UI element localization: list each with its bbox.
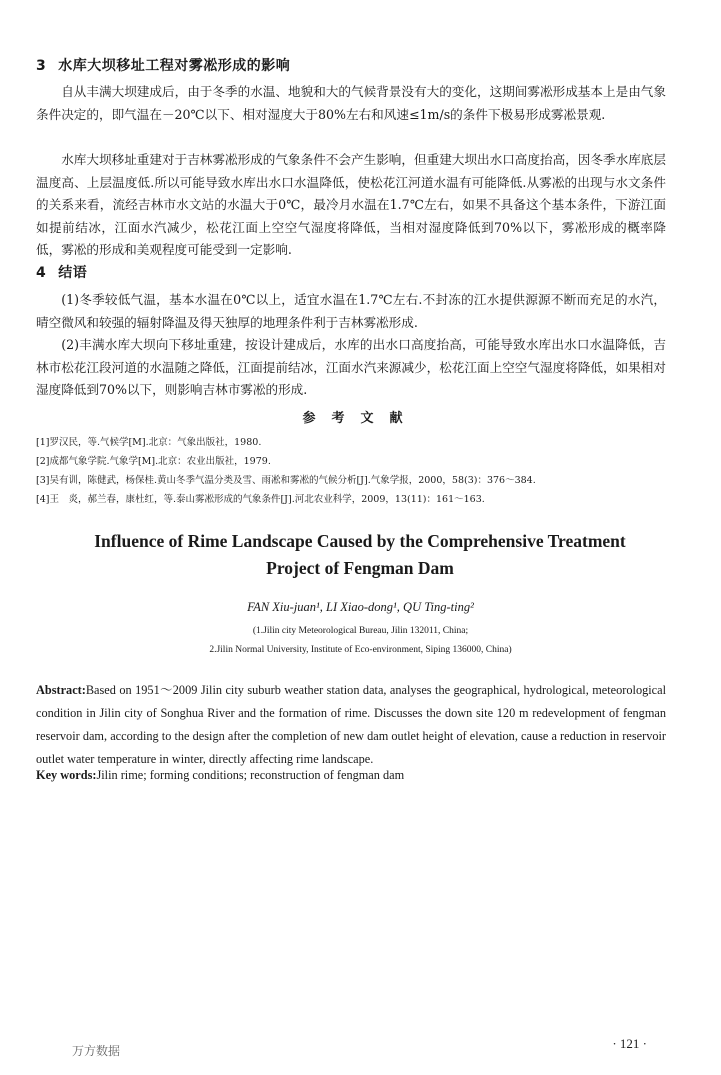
section-3-title: 水库大坝移址工程对雾凇形成的影响 <box>58 58 291 74</box>
keywords <box>36 764 666 787</box>
authors: FAN Xiu-juan¹, LI Xiao-dong¹, QU Ting-ting² <box>247 600 474 614</box>
english-title-line-1: Influence of Rime Landscape Caused by the Comprehensive Treatment <box>94 531 626 551</box>
watermark: 万方数据 <box>72 1044 121 1058</box>
section-4-heading <box>36 262 87 282</box>
reference-item-4: [4]王 炎，郝兰春，康杜红，等.泰山雾凇形成的气象条件[J].河北农业科学，2009，13(11)：161～163. <box>36 494 485 505</box>
affiliation-1: (1.Jilin city Meteorological Bureau, Jilin 132011, China; <box>252 626 469 636</box>
english-title-line-2: Project of Fengman Dam <box>266 558 454 578</box>
keywords-label: Key words: <box>36 768 97 782</box>
section-3-number: 3 <box>36 58 47 74</box>
reference-item-3: [3]吴有训，陈健武，杨保桂.黄山冬季气温分类及雪、雨凇和雾凇的气候分析[J].气象学报，2000，58(3)：376～384. <box>36 475 536 486</box>
reference-item-1: [1]罗汉民，等.气候学[M].北京：气象出版社，1980. <box>36 437 262 448</box>
references-title: 参考文献 <box>302 411 419 426</box>
section-4-title: 结语 <box>58 265 88 281</box>
reference-item-2: [2]成都气象学院.气象学[M].北京：农业出版社，1979. <box>36 456 271 467</box>
english-title <box>40 528 680 582</box>
section-3-heading <box>36 55 290 75</box>
abstract <box>36 679 666 771</box>
abstract-text: Based on 1951～2009 Jilin city suburb weather station data, analyses the geographical, hydrological, meteorological condition in Jilin city of Songhua River and the formation of rime. Discusses the down site 120 m redevelopment of fengman reservoir dam, according to the design after the completion of new dam outlet height of elevation, cause a reduction in reservoir outlet water temperature in winter, directly affecting rime landscape. <box>36 683 666 766</box>
abstract-label: Abstract: <box>36 683 86 697</box>
section-3-paragraph-2: 水库大坝移址重建对于吉林雾凇形成的气象条件不会产生影响，但重建大坝出水口高度抬高，因冬季水库底层温度高、上层温度低.所以可能导致水库出水口水温降低，使松花江河道水温有可能降低.从雾凇的出现与水文条件的关系来看，流经吉林市水文站的水温大于0℃，最冷月水温在1.7℃左右，如果不具备这个基本条件，下游江面如提前结冰，江面水汽减少，松花江面上空空气湿度将降低，当相对湿度降低到70%以下，雾凇形成的概率降低，雾凇的形成和美观程度可能受到一定影响. <box>36 152 666 257</box>
section-4-number: 4 <box>36 265 47 281</box>
section-4-paragraph-2: (2)丰满水库大坝向下移址重建，按设计建成后，水库的出水口高度抬高，可能导致水库出水口水温降低，吉林市松花江段河道的水温随之降低，江面提前结冰，江面水汽来源减少，松花江面上空空气湿度将降低，如果相对湿度降低到70%以下，则影响吉林市雾凇的形成. <box>36 337 666 397</box>
affiliation-2: 2.Jilin Normal University, Institute of Eco-environment, Siping 136000, China) <box>209 645 512 655</box>
section-4-paragraph-1: (1)冬季较低气温，基本水温在0℃以上，适宜水温在1.7℃左右.不封冻的江水提供源源不断而充足的水汽，晴空微风和较强的辐射降温及得天独厚的地理条件利于吉林雾凇形成. <box>36 292 666 330</box>
page-number: · 121 · <box>612 1036 647 1051</box>
section-3-paragraph-1: 自从丰满大坝建成后，由于冬季的水温、地貌和大的气候背景没有大的变化，这期间雾凇形成基本上是由气象条件决定的，即气温在－20℃以下、相对湿度大于80%左右和风速≤1m/s的条件下极易形成雾凇景观. <box>36 84 666 122</box>
references-list <box>36 433 676 509</box>
keywords-text: Jilin rime; forming conditions; reconstruction of fengman dam <box>96 768 405 782</box>
